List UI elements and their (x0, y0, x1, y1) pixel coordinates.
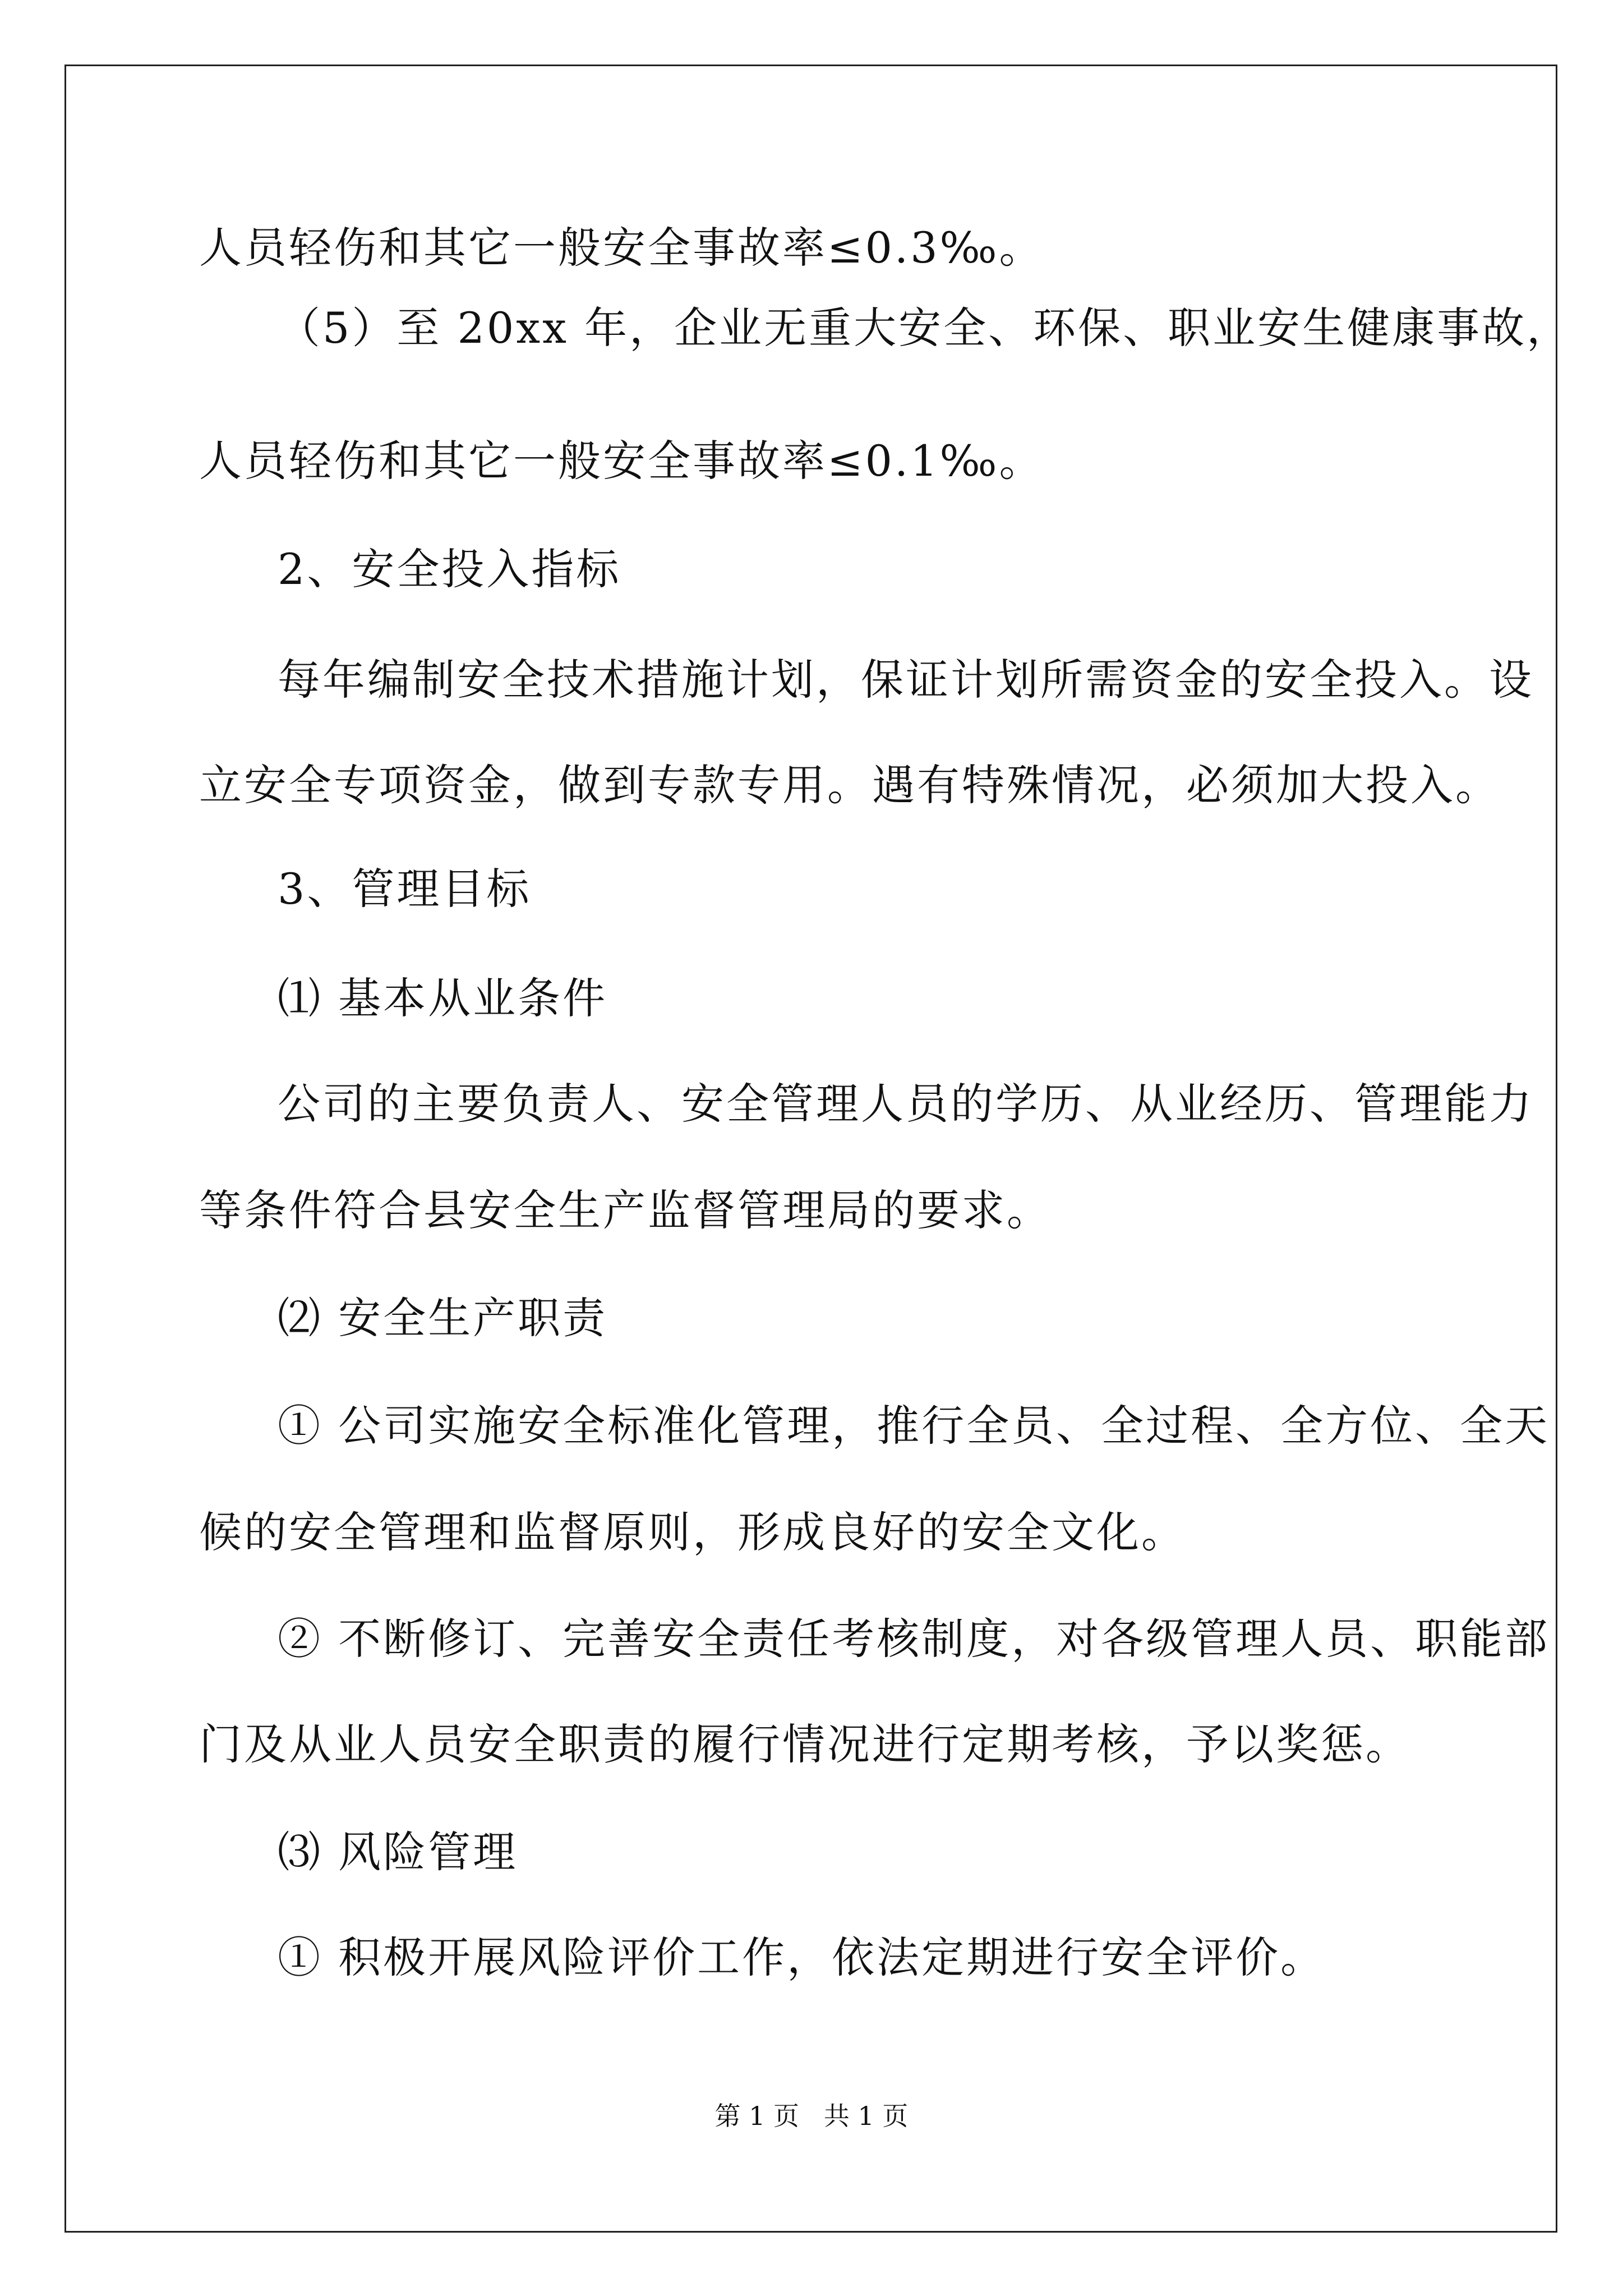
section-heading-safety-investment: 2、安全投入指标 (278, 544, 621, 594)
page-footer: 第 1 页 共 1 页 (714, 2101, 909, 2131)
text-line-15: 门及从业人员安全职责的履行情况进行定期考核，予以奖惩。 (199, 1719, 1410, 1769)
section-heading-management-goals: 3、管理目标 (278, 864, 532, 914)
subheading-safety-duties: ⑵ 安全生产职责 (278, 1293, 608, 1343)
text-line-14: ② 不断修订、完善安全责任考核制度，对各级管理人员、职能部 (278, 1614, 1550, 1664)
subheading-basic-conditions: ⑴ 基本从业条件 (278, 973, 608, 1023)
text-line-13: 候的安全管理和监督原则，形成良好的安全文化。 (199, 1507, 1186, 1557)
page-border (64, 65, 1557, 2233)
subheading-risk-management: ⑶ 风险管理 (278, 1827, 518, 1877)
text-line-3: 人员轻伤和其它一般安全事故率≤0.1‰。 (199, 436, 1044, 486)
text-line-2: （5）至 20xx 年，企业无重大安全、环保、职业安生健康事故， (278, 303, 1572, 353)
text-line-12: ① 公司实施安全标准化管理，推行全员、全过程、全方位、全天 (278, 1401, 1550, 1451)
text-line-9: 公司的主要负责人、安全管理人员的学历、从业经历、管理能力 (278, 1079, 1534, 1129)
text-line-10: 等条件符合县安全生产监督管理局的要求。 (199, 1185, 1052, 1235)
text-line-1: 人员轻伤和其它一般安全事故率≤0.3‰。 (199, 223, 1044, 273)
text-line-6: 立安全专项资金，做到专款专用。遇有特殊情况，必须加大投入。 (199, 760, 1500, 810)
text-line-5: 每年编制安全技术措施计划，保证计划所需资金的安全投入。设 (278, 655, 1534, 705)
text-line-17: ① 积极开展风险评价工作，依法定期进行安全评价。 (278, 1932, 1326, 1982)
